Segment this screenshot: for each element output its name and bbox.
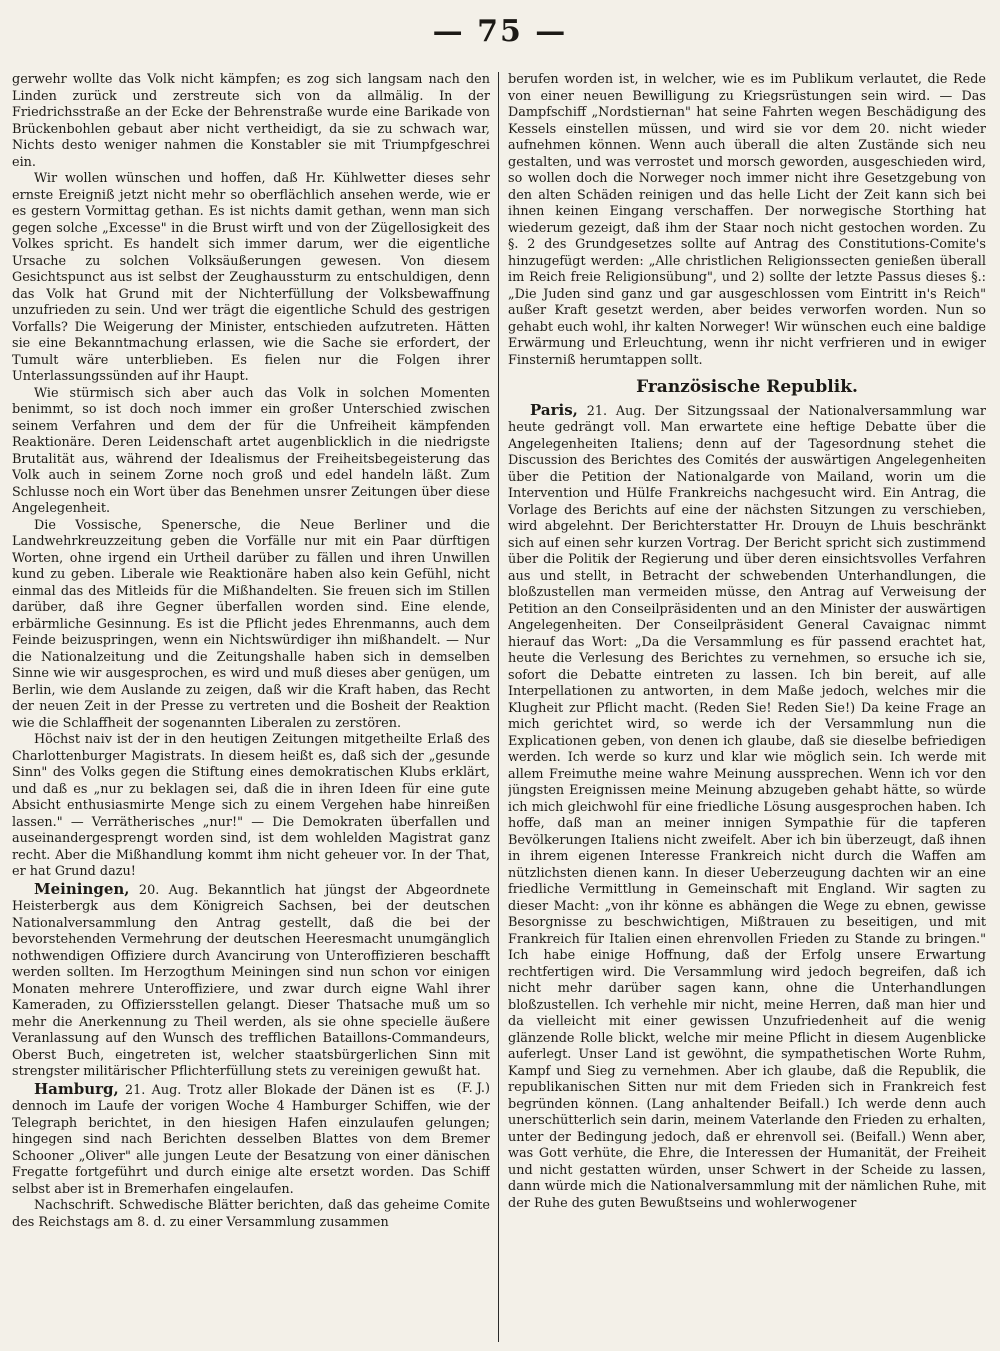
article-text: Bekanntlich hat jüngst der Abgeordnete Heisterbergk aus dem Königreich Sachsen, bei der deutschen Nationalversammlung den Antrag gestellt, daß die bei der bevorstehenden Vermehrung der deutschen Heeresmacht unumgänglich nothwendigen Offiziere durch Avancirung von Unteroffizieren beschafft werden sollten. Im Herzogthum Meiningen sind nun schon vor einigen Monaten mehrere Unteroffiziere, und zwar durch eigne Wahl ihrer Kameraden, zu Offiziersstellen gelangt. Dieser Thatsache muß um so mehr die Anerkennung zu Theil werden, als sie ohne specielle äußere Veranlassung auf den Wunsch des trefflichen Bataillons-Commandeurs, Oberst Buch, eingetreten ist, welcher staatsbürgerlichen Sinn mit strengster militärischer Pflichterfüllung stets zu vereinigen gewußt hat. xyxy=(12,882,490,1079)
paragraph: Die Vossische, Spenersche, die Neue Berliner und die Landwehrkreuzzeitung geben die Vorfälle nur mit ein Paar dürftigen Worten, ohne irgend ein Urtheil darüber zu fällen und ihren Unwillen kund zu geben. Liberale wie Reaktionäre haben also kein Gefühl, nicht einmal das des Mitleids für die Mißhandelten. Sie freuen sich im Stillen darüber, daß ihre Gegner überfallen worden sind. Eine elende, erbärmliche Gesinnung. Es ist die Pflicht jedes Ehrenmanns, auch dem Feinde beizuspringen, wenn ein Nichtswürdiger ihn mißhandelt. — Nur die Nationalzeitung und die Zeitungshalle haben sich in demselben Sinne wie wir ausgesprochen, es wird und muß dieses aber genügen, um Berlin, wie dem Auslande zu zeigen, daß wir die Kraft haben, das Recht der neuen Zeit in der Presse zu vertreten und die Bosheit der Reaktion wie die Schlaffheit der sogenannten Liberalen zu zerstören. xyxy=(12,517,490,731)
paragraph: gerwehr wollte das Volk nicht kämpfen; es zog sich langsam nach den Linden zurück und zerstreute sich von da allmälig. In der Friedrichsstraße an der Ecke der Behrenstraße wurde eine Barikade von Brückenbohlen gebaut aber nicht vertheidigt, da sie zu schwach war, Nichts desto weniger nahmen die Konstabler sie mit Triumpfgeschrei ein. xyxy=(12,72,490,170)
dateline-place: Paris, xyxy=(530,400,578,419)
paragraph: Wie stürmisch sich aber auch das Volk in solchen Momenten benimmt, so ist doch noch immer ein großer Unterschied zwischen seinem Verfahren und dem der für die Unfreiheit kämpfenden Reaktionäre. Deren Leidenschaft artet augenblicklich in die niedrigste Brutalität aus, während der Idealismus der Freiheitsbegeisterung das Volk auch in seinem Zorne noch groß und edel handeln läßt. Zum Schlusse noch ein Wort über das Benehmen unsrer Zeitungen über diese Angelegenheit. xyxy=(12,385,490,516)
section-heading: Französische Republik. xyxy=(636,377,858,397)
paragraph: berufen worden ist, in welcher, wie es im Publikum verlautet, die Rede von einer neuen Bewilligung zu Kriegsrüstungen sein wird. — Das Dampfschiff „Nordstiernan" hat seine Fahrten wegen Beschädigung des Kessels einstellen müssen, und wird sie vor dem 20. nicht wieder aufnehmen können. Wenn auch überall die alten Zustände sich neu gestalten, und was verrostet und morsch geworden, ausgeschieden wird, so wollen doch die Norweger noch immer nicht ihre Gesetzgebung von den alten Schäden reinigen und das helle Licht der Zeit kann sich bei ihnen keinen Eingang verschaffen. Der norwegische Storthing hat wiederum gezeigt, daß ihm der Staar noch nicht gestochen worden. Zu §. 2 des Grundgesetzes sollte auf Antrag des Constitutions-Comite's hinzugefügt werden: „Alle christlichen Religionssecten genießen überall im Reich freie Religionsübung", und 2) sollte der letzte Passus dieses §.: „Die Juden sind ganz und gar ausgeschlossen vom Eintritt in's Reich" außer Kraft gesetzt werden, aber beides verworfen worden. Nun so gehabt euch wohl, ihr kalten Norweger! Wir wünschen euch eine baldige Erwärmung und Erleuchtung, wenn ihr nicht verfrieren und in ewiger Finsterniß herumtappen sollt. xyxy=(508,72,986,368)
postscript: Nachschrift. Schwedische Blätter berichten, daß das geheime Comite des Reichstags am 8. d. zu einer Versammlung zusammen xyxy=(12,1198,490,1230)
dateline-date: 21. Aug. xyxy=(125,1082,182,1098)
article-hamburg xyxy=(12,1081,490,1199)
dateline-place: Hamburg, xyxy=(34,1079,119,1098)
dateline-place: Meiningen, xyxy=(34,879,130,898)
right-column xyxy=(508,72,986,1342)
author-signature: (F. J.) xyxy=(456,1080,490,1096)
column-divider xyxy=(498,72,499,1342)
article-text: Der Sitzungssaal der Nationalversammlung war heute gedrängt voll. Man erwartete eine heftige Debatte über die Angelegenheiten Italiens; denn auf der Tagesordnung stehet die Discussion des Berichtes des Comités der auswärtigen Angelegenheiten über die Petition der Nationalgarde von Mailand, worin um die Intervention und Hülfe Frankreichs nachgesucht wird. Ein Antrag, die Vorlage des Berichts auf eine der nächsten Sitzungen zu verschieben, wird abgelehnt. Der Berichterstatter Hr. Drouyn de Lhuis beschränkt sich auf einen sehr kurzen Vortrag. Der Bericht spricht sich zustimmend über die Politik der Regierung und über deren einsichtsvolles Verfahren aus und stellt, in Betracht der schwebenden Unterhandlungen, die bloßzustellen man vermeiden müsse, den Antrag auf Verweisung der Petition an den Conseilpräsidenten und an den Minister der auswärtigen Angelegenheiten. Der Conseilpräsident General Cavaignac nimmt hierauf das Wort: „Da die Versammlung es für passend erachtet hat, heute die Verlesung des Berichtes zu vernehmen, so ersuche ich sie, sofort die Debatte eintreten zu lassen. Ich bin bereit, auf alle Interpellationen zu antworten, in dem Maße jedoch, welches mir die Klugheit zur Pflicht macht. (Reden Sie! Reden Sie!) Da keine Frage an mich gerichtet wird, so werde ich der Versammlung nun die Explicationen geben, von denen ich glaube, daß sie dieselbe befriedigen werden. Ich werde so kurz und klar wie möglich sein. Ich werde mit allem Freimuthe meine wahre Meinung aussprechen. Wenn ich vor den jüngsten Ereignissen meine Meinung abzugeben gehabt hätte, so würde ich mich gleichwohl für eine friedliche Lösung ausgesprochen haben. Ich hoffe, daß man an meiner innigen Sympathie für die tapferen Bevölkerungen Italiens nicht zweifelt. Aber ich bin überzeugt, daß ihnen in ihrem eigenen Interesse Frankreich nicht durch die Waffen am nützlichsten dienen kann. In dieser Ueberzeugung dachten wir an eine friedliche Vermittlung in Gemeinschaft mit England. Wir sagten zu dieser Macht: „von ihr könne es abhängen die Wege zu ebnen, gewisse Besorgnisse zu beschwichtigen, Mißtrauen zu beseitigen, und mit Frankreich für Italien einen ehrenvollen Frieden zu Stande zu bringen." Ich habe einige Hoffnung, daß der Erfolg unsere Erwartung rechtfertigen wird. Die Versammlung wird jedoch begreifen, daß ich nicht mehr darüber sagen kann, ohne die Unterhandlungen bloßzustellen. Ich verhehle mir nicht, meine Herren, daß man hier und da vielleicht mit einer gewissen Unzufriedenheit auf die wenig glänzende Rolle blickt, welche mir meine Pflicht in diesem Augenblicke auferlegt. Unser Land ist gewöhnt, die sympathetischen Worte Ruhm, Kampf und Sieg zu vernehmen. Aber ich glaube, daß die Republik, die republikanischen Sitten nur mit dem Frieden sich in Frankreich fest begründen können. (Lang anhaltender Beifall.) Ich werde denn auch unerschütterlich sein darin, meinem Vaterlande den Frieden zu erhalten, unter der Bedingung jedoch, daß er ehrenvoll sei. (Beifall.) Wenn aber, was Gott verhüte, die Ehre, die Interessen der Humanität, der Freiheit und nicht gestatten würden, unser Schwert in der Scheide zu lassen, dann würde mich die Nationalversammlung mit der nämlichen Ruhe, mit der Ruhe des guten Bewußtseins und wohlerwogener xyxy=(508,403,986,1211)
dateline-date: 21. Aug. xyxy=(586,403,646,419)
dateline-date: 20. Aug. xyxy=(138,882,199,898)
page-number: — 75 — xyxy=(432,14,568,49)
paragraph: Höchst naiv ist der in den heutigen Zeitungen mitgetheilte Erlaß des Charlottenburger Magistrats. In diesem heißt es, daß sich der „gesunde Sinn" des Volks gegen die Stiftung eines demokratischen Klubs erklärt, und daß es „nur zu beklagen sei, daß die in ihren Ideen für eine gute Absicht enthusiasmirte Menge sich zu einem Vergehen habe hinreißen lassen." — Verrätherisches „nur!" — Die Demokraten überfallen und auseinandergesprengt worden sind, ist dem wohlelden Magistrat ganz recht. Aber die Mißhandlung kommt ihm nicht geheuer vor. In der That, er hat Grund dazu! xyxy=(12,732,490,879)
article-paris xyxy=(508,402,986,1213)
paragraph: Wir wollen wünschen und hoffen, daß Hr. Kühlwetter dieses sehr ernste Ereigniß jetzt nicht mehr so oberflächlich ansehen werde, wie er es gestern Vormittag gethan. Es ist nichts damit gethan, wenn man sich gegen solche „Excesse" in die Brust wirft und von der Zügellosigkeit des Volkes spricht. Es handelt sich immer darum, wer die eigentliche Ursache zu solchen Volksäußerungen gewesen. Von diesem Gesichtspunct aus ist selbst der Zeughaussturm zu entschuldigen, denn das Volk hat Grund mit der Nichterfüllung der Volksbewaffnung unzufrieden zu sein. Und wer trägt die eigentliche Schuld des gestrigen Vorfalls? Die Weigerung der Minister, entschieden aufzutreten. Hätten sie eine Bekanntmachung erlassen, wie die Sache sie erfordert, der Tumult wäre unterblieben. Es fielen nur die Folgen ihrer Unterlassungssünden auf ihr Haupt. xyxy=(12,171,490,384)
article-text: Trotz aller Blokade der Dänen ist es dennoch im Laufe der vorigen Woche 4 Hamburger Schiffen, wie der Telegraph berichtet, in den hiesigen Hafen einzulaufen gelungen; hingegen sind nach Berichten desselben Blattes von dem Bremer Schooner „Oliver" alle jungen Leute der Besatzung von einer dänischen Fregatte fortgeführt und durch einige alte ersetzt worden. Das Schiff selbst aber ist in Bremerhafen eingelaufen. xyxy=(12,1082,490,1197)
left-column xyxy=(12,72,490,1342)
